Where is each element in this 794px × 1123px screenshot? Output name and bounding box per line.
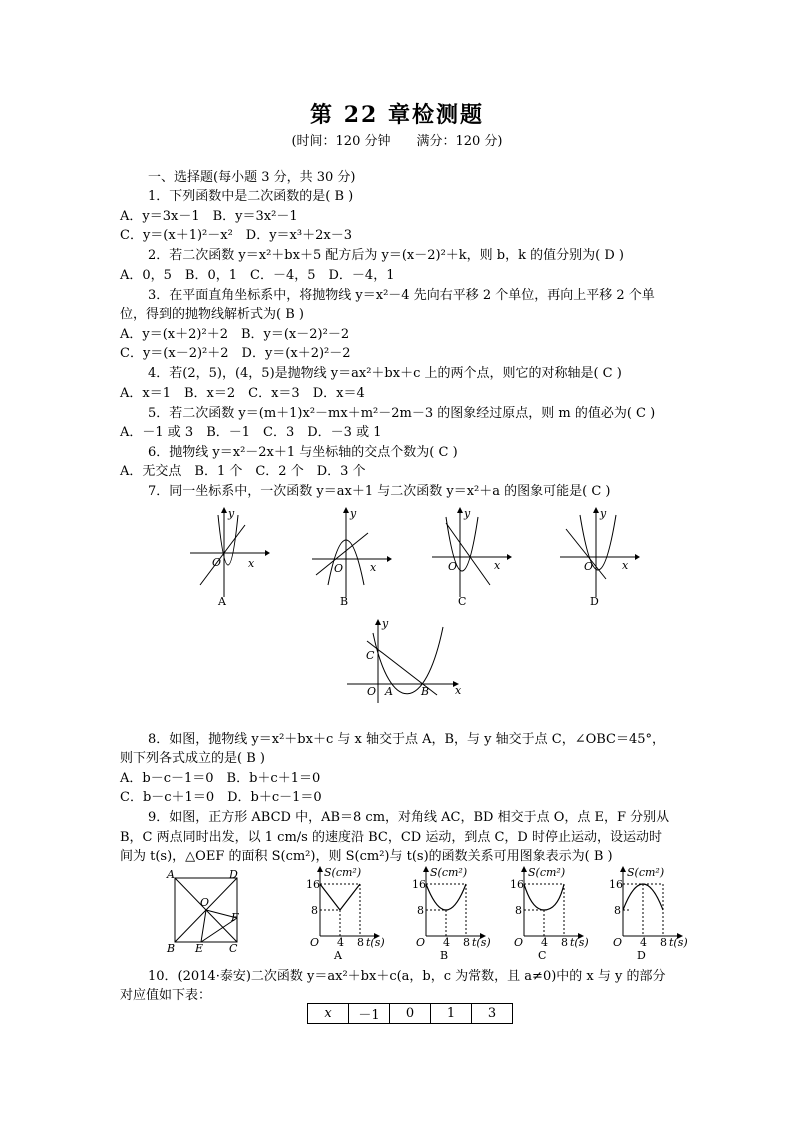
question-9-cont2: 间为 t(s)，△OEF 的面积 S(cm²)，则 S(cm²)与 t(s)的函数关系可用图象表示为( B ) xyxy=(120,849,613,864)
q7-graph-d xyxy=(560,505,640,609)
t-axis-label: t(s) xyxy=(472,936,491,949)
options-3a: A．y＝(x＋2)²＋2 B．y＝(x－2)²－2 xyxy=(120,327,350,342)
origin-label: O xyxy=(310,936,320,949)
question-3-cont: 位，得到的抛物线解析式为( B ) xyxy=(120,307,304,322)
origin-label: O xyxy=(448,560,458,573)
tick-4: 4 xyxy=(443,936,450,949)
question-8-cont: 则下列各式成立的是( B ) xyxy=(120,751,265,766)
options-6: A．无交点 B．1 个 C．2 个 D．3 个 xyxy=(120,464,366,479)
option-label: A xyxy=(334,949,342,962)
vertex-d-label: D xyxy=(229,868,238,881)
tick-8: 8 xyxy=(515,904,522,917)
option-label: A xyxy=(218,595,226,608)
origin-label: O xyxy=(334,562,344,575)
options-1b: C．y＝(x＋1)²－x² D．y＝x³＋2x－3 xyxy=(120,228,352,243)
tick-4: 4 xyxy=(640,936,647,949)
q9-graph-d xyxy=(605,866,688,965)
center-o-label: O xyxy=(200,896,210,909)
question-1: 1．下列函数中是二次函数的是( B ) xyxy=(148,189,354,204)
origin-label: O xyxy=(514,936,524,949)
exam-info: (时间：120 分钟 满分：120 分) xyxy=(291,134,503,149)
x-label: x xyxy=(622,559,629,572)
x-label: x xyxy=(248,557,255,570)
option-label: C xyxy=(458,595,467,608)
question-8: 8．如图，抛物线 y＝x²＋bx＋c 与 x 轴交于点 A，B，与 y 轴交于点 C，∠OBC＝45°， xyxy=(148,732,666,747)
question-6: 6．抛物线 y＝x²－2x＋1 与坐标轴的交点个数为( C ) xyxy=(148,445,458,460)
y-label: y xyxy=(228,507,235,520)
table-row xyxy=(308,1004,513,1024)
tick-8: 8 xyxy=(614,904,621,917)
tick-16: 16 xyxy=(412,878,426,891)
q9-graph-b xyxy=(408,866,491,965)
table-cell: 3 xyxy=(472,1004,513,1024)
tick-4: 4 xyxy=(337,936,344,949)
origin-label: O xyxy=(212,556,222,569)
tick-8-x: 8 xyxy=(357,936,364,949)
tick-16: 16 xyxy=(609,878,623,891)
question-5: 5．若二次函数 y＝(m＋1)x²－mx＋m²－2m－3 的图象经过原点，则 m 的值必为( C ) xyxy=(148,406,656,421)
x-label: x xyxy=(370,561,377,574)
page-title: 第 22 章检测题 xyxy=(310,102,484,128)
option-label: B xyxy=(340,595,349,608)
s-axis-label: S(cm²) xyxy=(528,866,566,879)
question-9-cont1: B，C 两点同时出发，以 1 cm/s 的速度沿 BC，CD 运动，到点 C，D 时停止运动，设运动时 xyxy=(120,830,662,845)
origin-label: O xyxy=(416,936,426,949)
option-label: D xyxy=(590,595,599,608)
t-axis-label: t(s) xyxy=(366,936,385,949)
origin-label: O xyxy=(613,936,623,949)
s-axis-label: S(cm²) xyxy=(627,866,665,879)
q9-square-figure xyxy=(165,868,245,962)
s-axis-label: S(cm²) xyxy=(324,866,362,879)
tick-8-x: 8 xyxy=(463,936,470,949)
table-header-x: x xyxy=(308,1004,349,1024)
q7-graph-a xyxy=(190,505,270,609)
tick-16: 16 xyxy=(306,878,320,891)
origin-label: O xyxy=(584,560,594,573)
options-3b: C．y＝(x－2)²＋2 D．y＝(x＋2)²－2 xyxy=(120,346,351,361)
options-4: A．x＝1 B．x＝2 C．x＝3 D．x＝4 xyxy=(120,386,365,401)
y-label: y xyxy=(600,507,607,520)
q9-graph-c xyxy=(506,866,589,965)
x-label: x xyxy=(455,684,462,697)
y-label: y xyxy=(382,617,389,630)
point-e-label: E xyxy=(195,942,204,955)
question-10: 10．(2014·泰安)二次函数 y＝ax²＋bx＋c(a，b，c 为常数，且 a≠0)中的 x 与 y 的部分 xyxy=(148,969,666,984)
table-cell: 1 xyxy=(431,1004,472,1024)
question-7: 7．同一坐标系中，一次函数 y＝ax＋1 与二次函数 y＝x²＋a 的图象可能是( C ) xyxy=(148,484,611,499)
options-5: A．－1 或 3 B．－1 C．3 D．－3 或 1 xyxy=(120,425,382,440)
point-c-label: C xyxy=(366,649,375,662)
question-3: 3．在平面直角坐标系中，将抛物线 y＝x²－4 先向右平移 2 个单位，再向上平移 2 个单 xyxy=(148,288,655,303)
point-a-label: A xyxy=(385,685,393,698)
option-label: B xyxy=(440,949,449,962)
t-axis-label: t(s) xyxy=(570,936,589,949)
options-8a: A．b－c－1＝0 B．b＋c＋1＝0 xyxy=(120,771,321,786)
question-9: 9．如图，正方形 ABCD 中，AB＝8 cm，对角线 AC，BD 相交于点 O，点 E，F 分别从 xyxy=(148,810,670,825)
vertex-c-label: C xyxy=(229,942,238,955)
x-label: x xyxy=(494,559,501,572)
options-8b: C．b－c＋1＝0 D．b＋c－1＝0 xyxy=(120,790,322,805)
options-2: A．0，5 B．0，1 C．－4，5 D．－4，1 xyxy=(120,268,395,283)
tick-16: 16 xyxy=(510,878,524,891)
tick-4: 4 xyxy=(541,936,548,949)
section-heading: 一、选择题(每小题 3 分，共 30 分) xyxy=(148,170,356,185)
q9-graph-a xyxy=(302,866,385,965)
tick-8-x: 8 xyxy=(561,936,568,949)
y-label: y xyxy=(350,507,357,520)
q8-figure xyxy=(345,615,465,709)
y-label: y xyxy=(464,507,471,520)
tick-8-x: 8 xyxy=(660,936,667,949)
question-2: 2．若二次函数 y＝x²＋bx＋5 配方后为 y＝(x－2)²＋k，则 b，k 的值分别为( D ) xyxy=(148,248,624,263)
point-b-label: B xyxy=(421,685,430,698)
t-axis-label: t(s) xyxy=(669,936,688,949)
vertex-a-label: A xyxy=(167,868,175,881)
value-table xyxy=(307,1003,513,1024)
point-f-label: F xyxy=(231,911,239,924)
origin-label: O xyxy=(367,685,377,698)
option-label: C xyxy=(538,949,547,962)
tick-8: 8 xyxy=(417,904,424,917)
q7-graph-b xyxy=(312,505,392,609)
question-10-cont: 对应值如下表： xyxy=(120,988,212,1003)
table-cell: －1 xyxy=(349,1004,390,1024)
tick-8: 8 xyxy=(311,904,318,917)
options-1a: A．y＝3x－1 B．y＝3x²－1 xyxy=(120,209,298,224)
table-cell: 0 xyxy=(390,1004,431,1024)
option-label: D xyxy=(637,949,646,962)
s-axis-label: S(cm²) xyxy=(430,866,468,879)
q7-graph-c xyxy=(432,505,512,609)
question-4: 4．若(2，5)，(4，5)是抛物线 y＝ax²＋bx＋c 上的两个点，则它的对称轴是( C ) xyxy=(148,366,622,381)
vertex-b-label: B xyxy=(167,942,176,955)
